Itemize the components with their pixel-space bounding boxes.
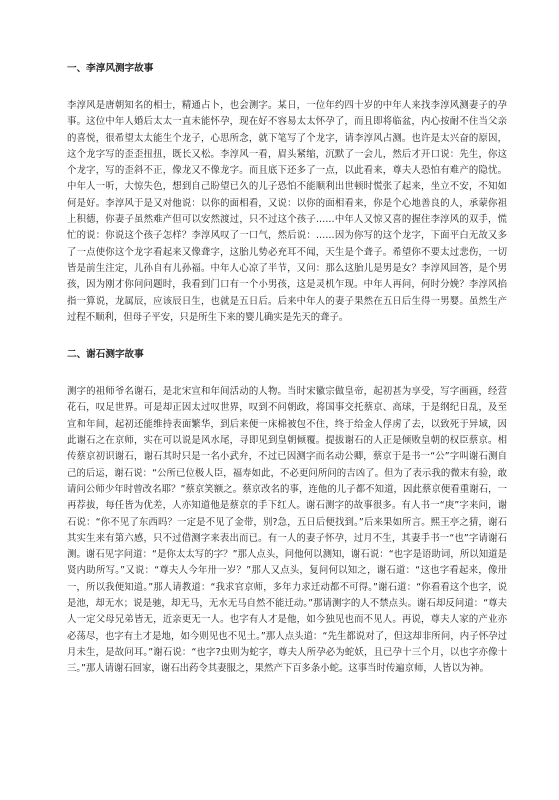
section-body-xie-shi: 测字的祖师爷名谢石，是北宋宣和年间活动的人物。当时宋徽宗做皇帝，起初甚为享受，写字画画，经营花石，叹足世界。可是却正因太过叹世界，叹到不问朝政，将国事交托蔡京、高球，于是纲纪日乱，及至宣和年间，起初还能维持表面繁华，到后来便一床棉被包不住，终于给金人俘虏了去，以致死于异域，因此谢石之在京师，实在可以说是风水尾，寻即见到皇朝倾覆。提拔谢石的人正是倾败皇朝的权臣蔡京。相传蔡京初识谢石，谢石其时只是一名小武弁，不过已因测字而名动公卿，蔡京于是书一“公”字叫谢石测自己的后运，谢石说：“公所已位极人臣，福寿如此，不必更问所问的吉凶了。但为了表示我的微末有验，敢请问公师少年时曾改名耶？”蔡京笑额之。蔡京改名的事，连他的儿子都不知道，因此蔡京便看重谢石，一再荐拔，每任皆为优差，人亦知道他是蔡京的手下红人。谢石测字的故事很多。有人书一“庚”字来问，谢石说：“你不见了东西吗？一定是不见了金带，别?急，五日后便找到。”后来果如所言。熙王亭之猜，谢石其实生来有第六感，只不过借测字来表出而已。有一人的妻子怀孕，过月不生，其妻手书一“也”字请谢石测。谢石见字问道：“是你太太写的字？”那人点头，问他何以测知，谢石说：“也字是语助词，所以知道是贤内助所写。”又说：“尊夫人今年卅一岁？”那人又点头，复问何以知之，谢石道：“这也字看起来，像卅一，所以我便知道。”那人请教道：“我求官京师，多年力求迁动都不可得。”谢石道：“你看看这个也字，说是池，却无水；说是驰，却无马，无水无马自然不能迁动。”那请测字的人不禁点头。谢石却反问道：“尊夫人一定父母兄弟皆无，近亲更无一人。也字有人才是他，如今独见也而不见人。再说，尊夫人家的产业亦必荡尽，也字有土才是地，如今则见也不见土。”那人点头道：“先生都说对了，但这却非所问，内子怀孕过月未生，是故问耳。”谢石说：“也字?虫则为蛇字，尊夫人所孕必为蛇妖，且已孕十三个月，以也字亦像十三。”那人请谢石回家，谢石出药令其妻服之，果然产下百多条小蛇。这事当时传遍京师，人皆以为神。 <box>67 386 507 675</box>
section-heading-xie-shi: 二、谢石测字故事 <box>67 349 144 361</box>
section-body-li-chunfeng: 李淳风是唐朝知名的相士，精通占卜，也会测字。某日，一位年约四十岁的中年人来找李淳风测妻子的孕事。这位中年人婚后太太一直未能怀孕，现在好不容易太太怀孕了，而且即将临盆，内心按耐不住当父亲的喜悦，很希望太太能生个龙子，心思所念，就下笔写了个龙字，请李淳风占测。也许是太兴奋的原因，这个龙字写的歪歪扭扭，既长又松。李淳风一看，眉头紧缩，沉默了一会儿，然后才开口说：先生，你这个龙字，写的歪斜不正，像龙又不像龙字。而且底下还多了一点，以此看来，尊夫人恐怕有难产的隐忧。中年人一听，大惊失色，想到自己盼望已久的儿子恐怕不能顺利出世顿时慌张了起来，坐立不安，不知如何是好。李淳风于是又对他说：以你的面相看，又说：以你的面相看来，你是个心地善良的人，承蒙你祖上积德，你妻子虽然难产但可以安然渡过，只不过这个孩子……中年人又惊又喜的握住李淳风的双手，慌忙的说：你说这个孩子怎样？李淳风叹了一口气，然后说：……因为你写的这个龙字，下面平白无故又多了一点使你这个龙字看起来又像聋字，这胎儿势必充耳不闻，天生是个聋子。希望你不要太过悲伤，一切皆是前生注定，儿孙自有儿孙福。中年人心凉了半节，又问：那么这胎儿是男是女？李淳风回答，是个男孩，因为刚才你问问题时，我看到门口有一个小男孩，这是灵机乍现。中年人再问，何时分娩？李淳风掐指一算说，龙属辰，应该辰日生，也就是五日后。后来中年人的妻子果然在五日后生得一男婴。虽然生产过程不顺利，但母子平安，只是所生下来的婴儿确实是先天的聋子。 <box>67 100 507 323</box>
section-heading-li-chunfeng: 一、李淳风测字故事 <box>67 63 154 74</box>
